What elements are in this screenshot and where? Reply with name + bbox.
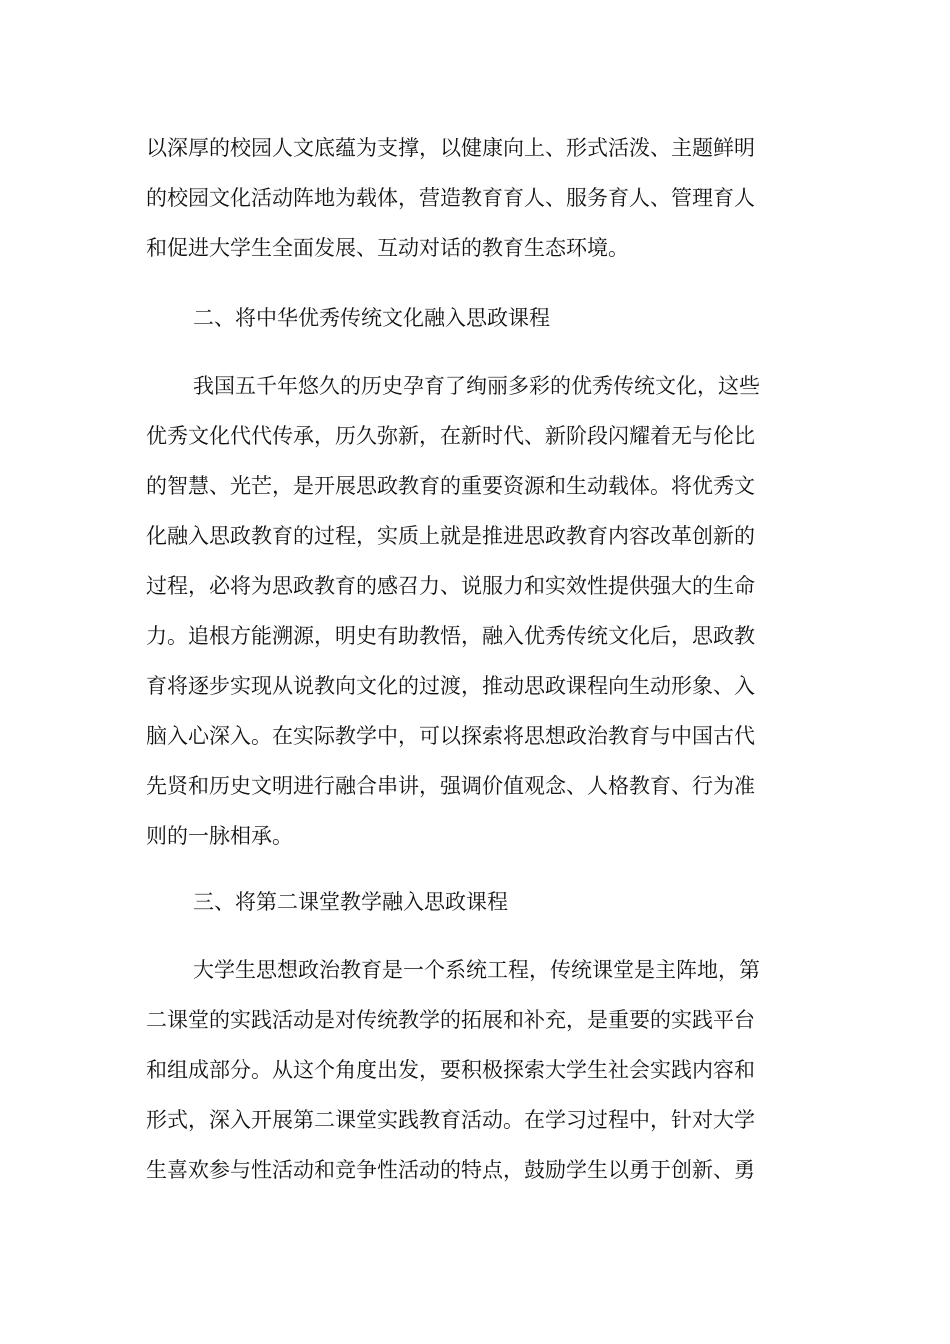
paragraph-line: 过程，必将为思政教育的感召力、说服力和实效性提供强大的生命 [146,574,755,598]
paragraph-line: 以深厚的校园人文底蕴为支撑，以健康向上、形式活泼、主题鲜明 [146,136,755,160]
paragraph-line: 和促进大学生全面发展、互动对话的教育生态环境。 [146,236,629,260]
paragraph-line: 化融入思政教育的过程，实质上就是推进思政教育内容改革创新的 [146,524,755,548]
paragraph-line: 先贤和历史文明进行融合串讲，强调价值观念、人格教育、行为准 [146,774,755,798]
paragraph-line: 二课堂的实践活动是对传统教学的拓展和补充，是重要的实践平台 [146,1008,755,1032]
paragraph-line: 育将逐步实现从说教向文化的过渡，推动思政课程向生动形象、入 [146,674,755,698]
section-heading-2: 二、将中华优秀传统文化融入思政课程 [193,306,550,330]
paragraph-line: 的智慧、光芒，是开展思政教育的重要资源和生动载体。将优秀文 [146,474,755,498]
paragraph-line: 我国五千年悠久的历史孕育了绚丽多彩的优秀传统文化，这些 [193,374,760,398]
paragraph-line: 的校园文化活动阵地为载体，营造教育育人、服务育人、管理育人 [146,186,755,210]
paragraph-line: 大学生思想政治教育是一个系统工程，传统课堂是主阵地，第 [193,958,760,982]
paragraph-line: 脑入心深入。在实际教学中，可以探索将思想政治教育与中国古代 [146,724,755,748]
section-heading-3: 三、将第二课堂教学融入思政课程 [193,890,508,914]
paragraph-line: 生喜欢参与性活动和竞争性活动的特点，鼓励学生以勇于创新、勇 [146,1158,755,1182]
paragraph-line: 则的一脉相承。 [146,824,293,848]
paragraph-line: 形式，深入开展第二课堂实践教育活动。在学习过程中，针对大学 [146,1108,755,1132]
paragraph-line: 优秀文化代代传承，历久弥新，在新时代、新阶段闪耀着无与伦比 [146,424,755,448]
paragraph-line: 力。追根方能溯源，明史有助教悟，融入优秀传统文化后，思政教 [146,624,755,648]
paragraph-line: 和组成部分。从这个角度出发，要积极探索大学生社会实践内容和 [146,1058,755,1082]
